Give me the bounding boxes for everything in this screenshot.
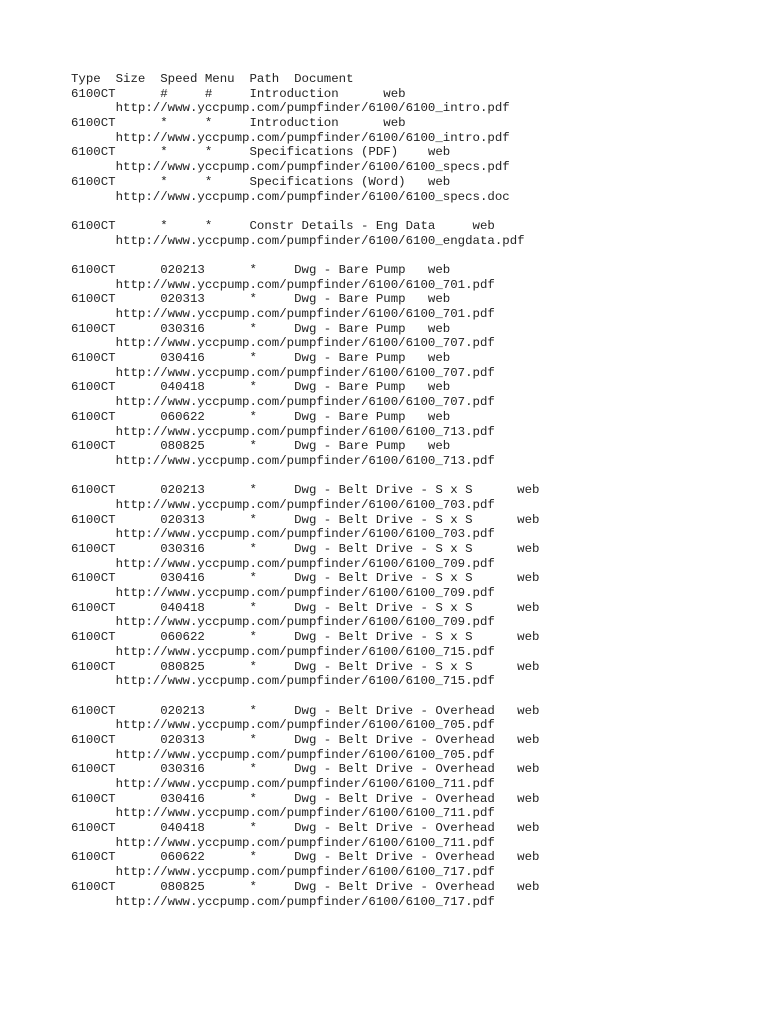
url-line: http://www.yccpump.com/pumpfinder/6100/6100_711.pdf [71, 777, 495, 791]
record-line: 6100CT 030316 * Dwg - Belt Drive - Overhead web [71, 762, 540, 777]
url-line: http://www.yccpump.com/pumpfinder/6100/6100_703.pdf [71, 527, 495, 542]
record-line: 6100CT 030316 * Dwg - Bare Pump web [71, 321, 451, 336]
record-line: 6100CT 020313 * Dwg - Belt Drive - S x S web [71, 512, 540, 527]
url-line: http://www.yccpump.com/pumpfinder/6100/6100_713.pdf [71, 424, 495, 439]
record-line: 6100CT * * Specifications (Word) web [71, 174, 451, 189]
record-line: 6100CT 030416 * Dwg - Bare Pump web [71, 351, 451, 366]
url-line: http://www.yccpump.com/pumpfinder/6100/6100_specs.doc [71, 189, 510, 204]
url-line: http://www.yccpump.com/pumpfinder/6100/6100_engdata.pdf [71, 233, 525, 248]
url-line: http://www.yccpump.com/pumpfinder/6100/6100_713.pdf [71, 453, 495, 468]
record-line: 6100CT 060622 * Dwg - Belt Drive - S x S web [71, 630, 540, 645]
url-line: http://www.yccpump.com/pumpfinder/6100/6100_707.pdf [71, 365, 495, 380]
url-line: http://www.yccpump.com/pumpfinder/6100/6100_703.pdf [71, 497, 495, 512]
url-line: http://www.yccpump.com/pumpfinder/6100/6100_intro.pdf [71, 101, 510, 116]
url-line: http://www.yccpump.com/pumpfinder/6100/6100_717.pdf [71, 894, 495, 909]
url-line: http://www.yccpump.com/pumpfinder/6100/6100_707.pdf [71, 395, 495, 410]
url-line: http://www.yccpump.com/pumpfinder/6100/6100_711.pdf [71, 806, 495, 821]
url-line: http://www.yccpump.com/pumpfinder/6100/6100_specs.pdf [71, 160, 510, 175]
blank-line [71, 248, 751, 263]
record-line: 6100CT # # Introduction web [71, 86, 406, 101]
url-line: http://www.yccpump.com/pumpfinder/6100/6100_709.pdf [71, 586, 495, 601]
url-line: http://www.yccpump.com/pumpfinder/6100/6100_717.pdf [71, 865, 495, 880]
record-line: 6100CT 030416 * Dwg - Belt Drive - Overhead web [71, 791, 540, 806]
record-line: 6100CT 020313 * Dwg - Belt Drive - Overhead web [71, 732, 540, 747]
record-line: 6100CT 080825 * Dwg - Bare Pump web [71, 439, 451, 454]
record-line: 6100CT * * Specifications (PDF) web [71, 145, 451, 160]
record-line: 6100CT * * Constr Details - Eng Data web [71, 218, 495, 233]
url-line: http://www.yccpump.com/pumpfinder/6100/6100_707.pdf [71, 336, 495, 351]
blank-line [71, 204, 751, 219]
record-line: 6100CT 020213 * Dwg - Belt Drive - S x S web [71, 483, 540, 498]
record-line: 6100CT 080825 * Dwg - Belt Drive - S x S web [71, 659, 540, 674]
record-line: 6100CT * * Introduction web [71, 116, 406, 131]
url-line: http://www.yccpump.com/pumpfinder/6100/6100_intro.pdf [71, 130, 510, 145]
column-header-line: Type Size Speed Menu Path Document [71, 72, 354, 86]
url-line: http://www.yccpump.com/pumpfinder/6100/6100_701.pdf [71, 307, 495, 321]
record-line: 6100CT 030316 * Dwg - Belt Drive - S x S web [71, 542, 540, 556]
document-body [71, 72, 751, 909]
blank-line [71, 689, 751, 704]
url-line: http://www.yccpump.com/pumpfinder/6100/6100_711.pdf [71, 835, 495, 850]
url-line: http://www.yccpump.com/pumpfinder/6100/6100_705.pdf [71, 747, 495, 762]
url-line: http://www.yccpump.com/pumpfinder/6100/6100_709.pdf [71, 615, 495, 630]
record-line: 6100CT 060622 * Dwg - Belt Drive - Overhead web [71, 850, 540, 865]
url-line: http://www.yccpump.com/pumpfinder/6100/6100_701.pdf [71, 277, 495, 292]
record-line: 6100CT 020213 * Dwg - Belt Drive - Overhead web [71, 703, 540, 718]
blank-line [71, 469, 751, 484]
record-line: 6100CT 040418 * Dwg - Belt Drive - Overhead web [71, 821, 540, 836]
url-line: http://www.yccpump.com/pumpfinder/6100/6100_715.pdf [71, 644, 495, 659]
record-line: 6100CT 030416 * Dwg - Belt Drive - S x S web [71, 571, 540, 586]
url-line: http://www.yccpump.com/pumpfinder/6100/6100_705.pdf [71, 718, 495, 733]
record-line: 6100CT 080825 * Dwg - Belt Drive - Overhead web [71, 879, 540, 894]
record-line: 6100CT 040418 * Dwg - Belt Drive - S x S web [71, 600, 540, 615]
url-line: http://www.yccpump.com/pumpfinder/6100/6100_709.pdf [71, 556, 495, 571]
record-line: 6100CT 020313 * Dwg - Bare Pump web [71, 292, 451, 307]
record-line: 6100CT 040418 * Dwg - Bare Pump web [71, 380, 451, 395]
record-line: 6100CT 060622 * Dwg - Bare Pump web [71, 409, 451, 424]
url-line: http://www.yccpump.com/pumpfinder/6100/6100_715.pdf [71, 674, 495, 689]
record-line: 6100CT 020213 * Dwg - Bare Pump web [71, 262, 451, 277]
